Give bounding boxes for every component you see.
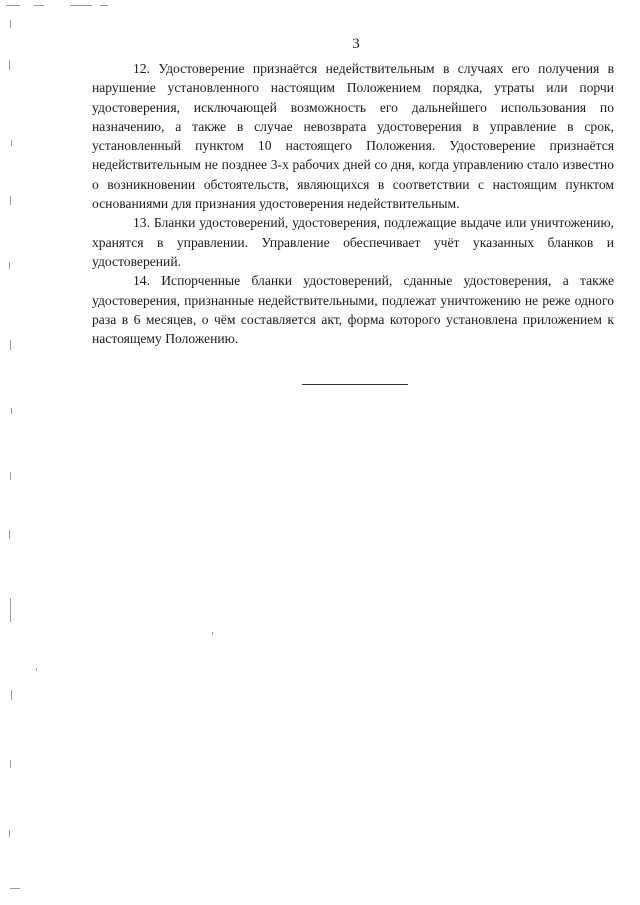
page-number: 3: [352, 36, 360, 52]
end-of-document-rule: [302, 384, 408, 385]
scan-artifacts-left-margin: [0, 0, 20, 905]
paragraph-14: 14. Испорченные бланки удостоверений, сданные удостоверения, а также удостоверения, признанные недействительными, подлежат уничтожению не реже одного раза в 6 месяцев, о чём составляется акт, форма которого установлена приложением к настоящему Положению.: [92, 273, 614, 347]
paragraph-12: 12. Удостоверение признаётся недействительным в случаях его получения в нарушение установленного настоящим Положением порядка, утраты или порчи удостоверения, исключающей возможность его дальнейшего использования по назначению, а также в случае невозврата удостоверения в управление в срок, установленный пунктом 10 настоящего Положения. Удостоверение признаётся недействительным не позднее 3-х рабочих дней со дня, когда управлению стало известно о возникновении обстоятельств, являющихся в соответствии с настоящим пунктом основаниями для признания удостоверения недействительным.: [92, 61, 614, 212]
document-body: [92, 59, 614, 348]
paragraph-13: 13. Бланки удостоверений, удостоверения, подлежащие выдаче или уничтожению, хранятся в управлении. Управление обеспечивает учёт указанных бланков и удостоверений.: [92, 215, 614, 269]
